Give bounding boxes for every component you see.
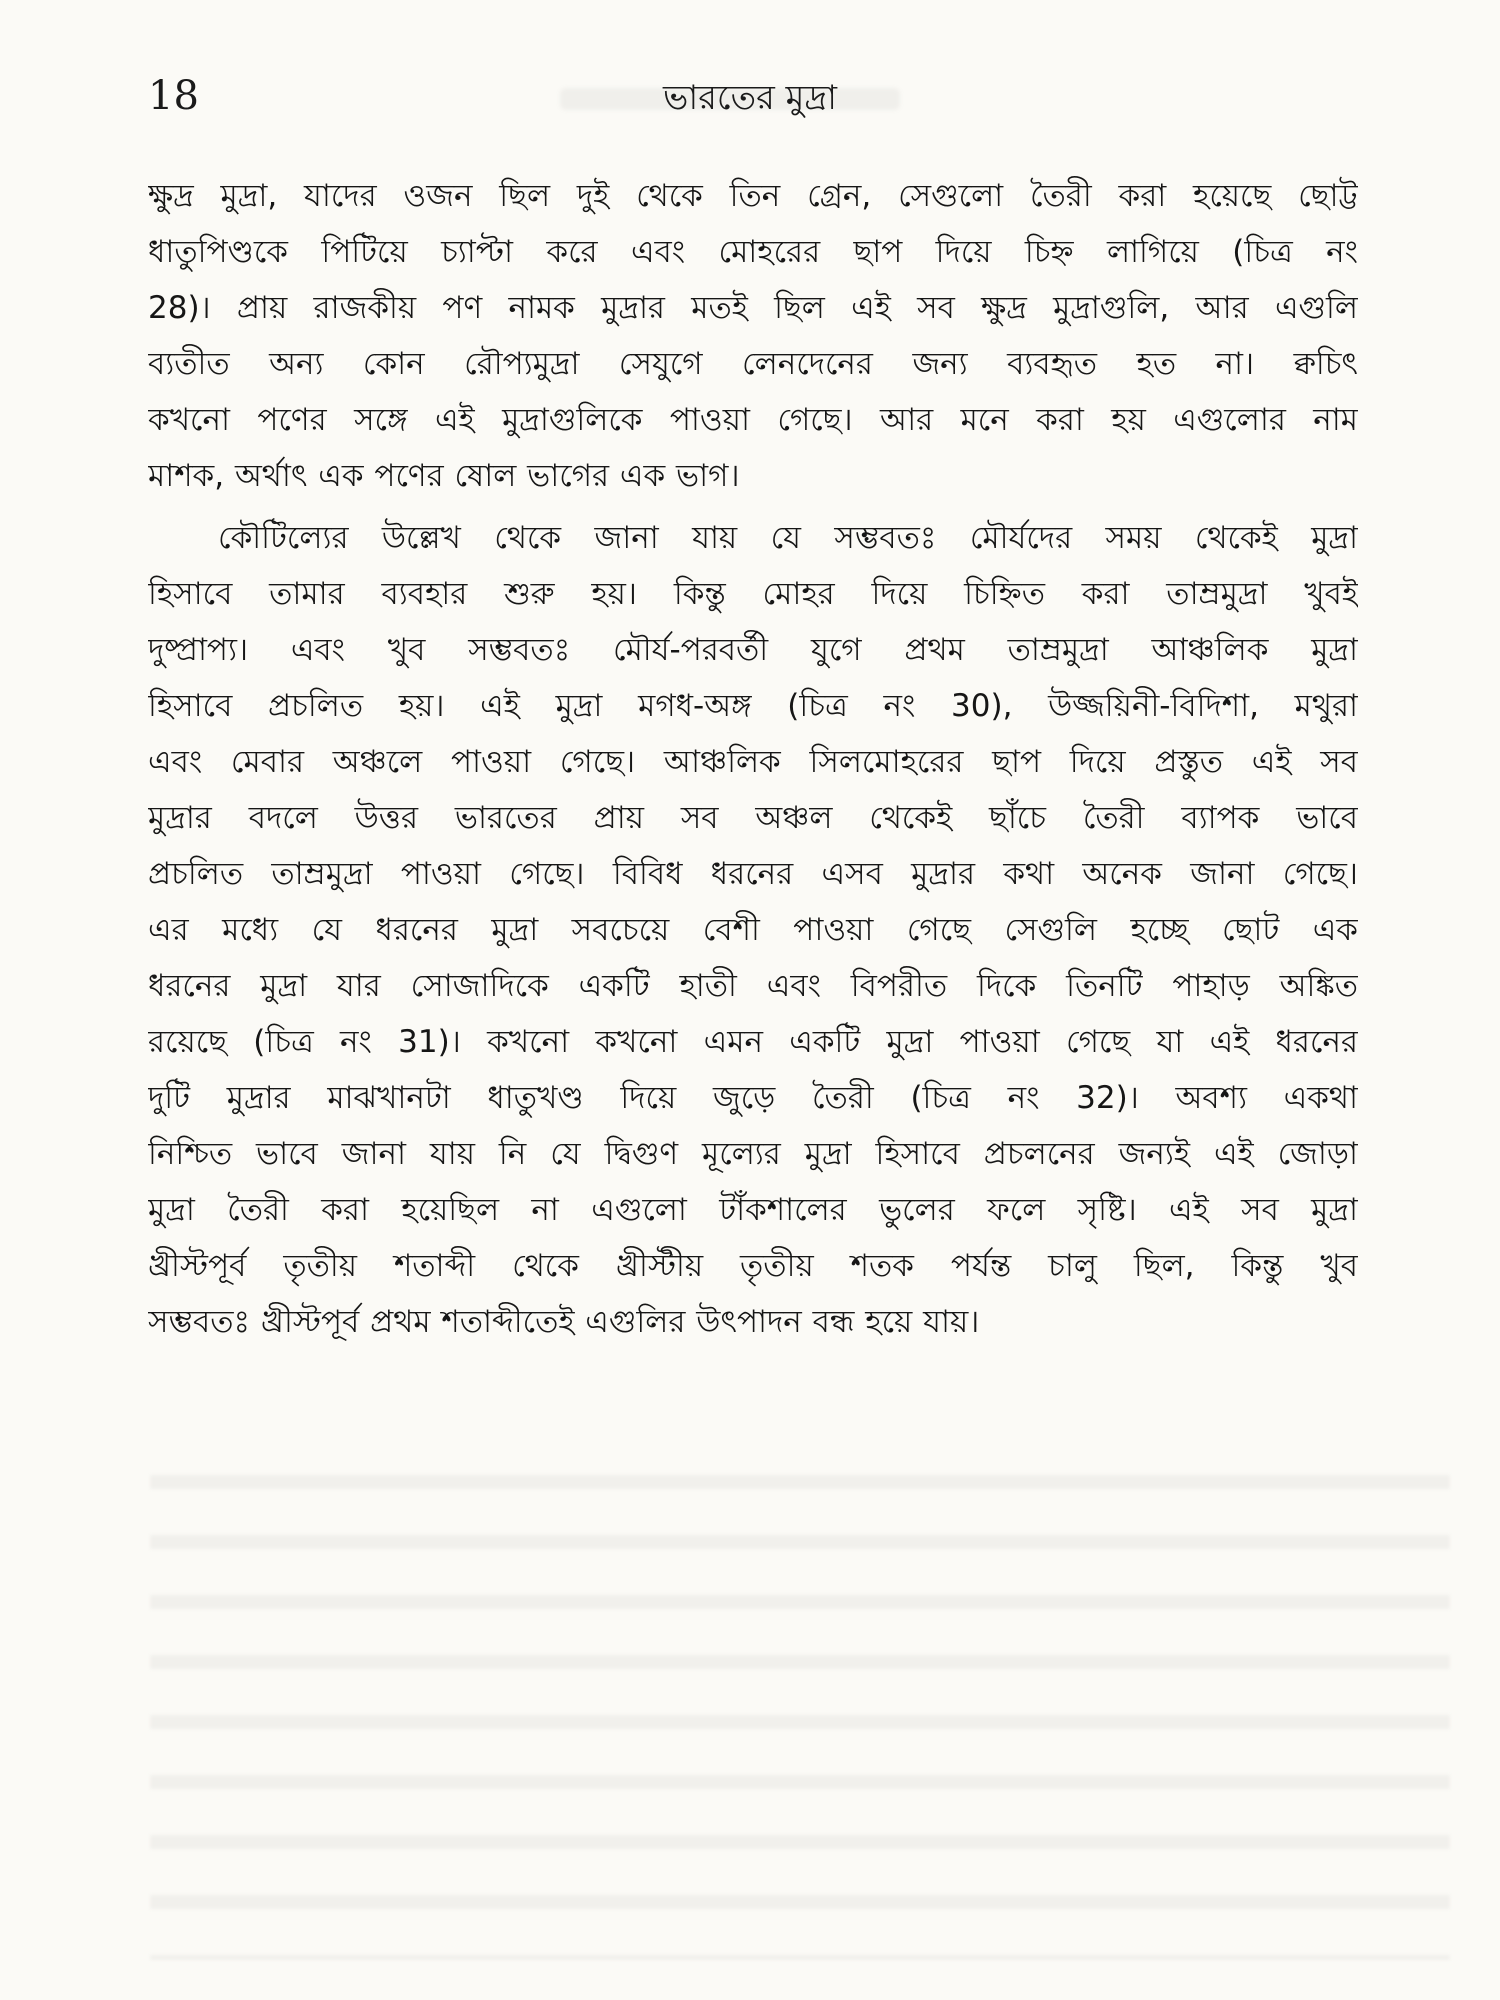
body-text <box>148 168 1358 1350</box>
text-line: মাশক, অর্থাৎ এক পণের ষোল ভাগের এক ভাগ। <box>148 458 740 494</box>
text-line: প্রচলিত তাম্রমুদ্রা পাওয়া গেছে। বিবিধ ধরনের এসব মুদ্রার কথা অনেক জানা গেছে। <box>148 856 1358 892</box>
text-line: মুদ্রা তৈরী করা হয়েছিল না এগুলো টাঁকশালের ভুলের ফলে সৃষ্টি। এই সব মুদ্রা <box>148 1192 1358 1228</box>
show-through-texture <box>150 1440 1450 1960</box>
text-line: খ্রীস্টপূর্ব তৃতীয় শতাব্দী থেকে খ্রীস্টীয় তৃতীয় শতক পর্যন্ত চালু ছিল, কিন্তু খুব <box>148 1248 1358 1284</box>
text-line: কৌটিল্যের উল্লেখ থেকে জানা যায় যে সম্ভবতঃ মৌর্যদের সময় থেকেই মুদ্রা <box>218 520 1358 556</box>
text-line: ধরনের মুদ্রা যার সোজাদিকে একটি হাতী এবং বিপরীত দিকে তিনটি পাহাড় অঙ্কিত <box>148 968 1358 1004</box>
text-line: ধাতুপিণ্ডকে পিটিয়ে চ্যাপ্টা করে এবং মোহরের ছাপ দিয়ে চিহ্ন লাগিয়ে (চিত্র নং <box>148 234 1358 270</box>
running-title: ভারতের মুদ্রা <box>663 78 837 118</box>
text-line: রয়েছে (চিত্র নং 31)। কখনো কখনো এমন একটি মুদ্রা পাওয়া গেছে যা এই ধরনের <box>148 1024 1358 1060</box>
text-line: মুদ্রার বদলে উত্তর ভারতের প্রায় সব অঞ্চল থেকেই ছাঁচে তৈরী ব্যাপক ভাবে <box>148 800 1358 836</box>
text-line: ক্ষুদ্র মুদ্রা, যাদের ওজন ছিল দুই থেকে তিন গ্রেন, সেগুলো তৈরী করা হয়েছে ছোট্ট <box>148 178 1358 214</box>
text-line: এর মধ্যে যে ধরনের মুদ্রা সবচেয়ে বেশী পাওয়া গেছে সেগুলি হচ্ছে ছোট এক <box>148 912 1358 948</box>
text-line: হিসাবে তামার ব্যবহার শুরু হয়। কিন্তু মোহর দিয়ে চিহ্নিত করা তাম্রমুদ্রা খুবই <box>148 576 1358 612</box>
text-line: নিশ্চিত ভাবে জানা যায় নি যে দ্বিগুণ মূল্যের মুদ্রা হিসাবে প্রচলনের জন্যই এই জোড়া <box>148 1136 1358 1172</box>
text-line: সম্ভবতঃ খ্রীস্টপূর্ব প্রথম শতাব্দীতেই এগুলির উৎপাদন বন্ধ হয়ে যায়। <box>148 1304 980 1340</box>
text-line: এবং মেবার অঞ্চলে পাওয়া গেছে। আঞ্চলিক সিলমোহরের ছাপ দিয়ে প্রস্তুত এই সব <box>148 744 1358 780</box>
page-number: 18 <box>148 73 199 119</box>
text-line: দুটি মুদ্রার মাঝখানটা ধাতুখণ্ড দিয়ে জুড়ে তৈরী (চিত্র নং 32)। অবশ্য একথা <box>148 1080 1358 1116</box>
text-line: 28)। প্রায় রাজকীয় পণ নামক মুদ্রার মতই ছিল এই সব ক্ষুদ্র মুদ্রাগুলি, আর এগুলি <box>148 290 1358 326</box>
text-line: হিসাবে প্রচলিত হয়। এই মুদ্রা মগধ-অঙ্গ (চিত্র নং 30), উজ্জয়িনী-বিদিশা, মথুরা <box>148 688 1358 724</box>
text-line: দুষ্প্রাপ্য। এবং খুব সম্ভবতঃ মৌর্য-পরবর্তী যুগে প্রথম তাম্রমুদ্রা আঞ্চলিক মুদ্রা <box>148 632 1358 668</box>
text-line: কখনো পণের সঙ্গে এই মুদ্রাগুলিকে পাওয়া গেছে। আর মনে করা হয় এগুলোর নাম <box>148 402 1358 438</box>
text-line: ব্যতীত অন্য কোন রৌপ্যমুদ্রা সেযুগে লেনদেনের জন্য ব্যবহৃত হত না। ক্বচিৎ <box>148 346 1358 382</box>
